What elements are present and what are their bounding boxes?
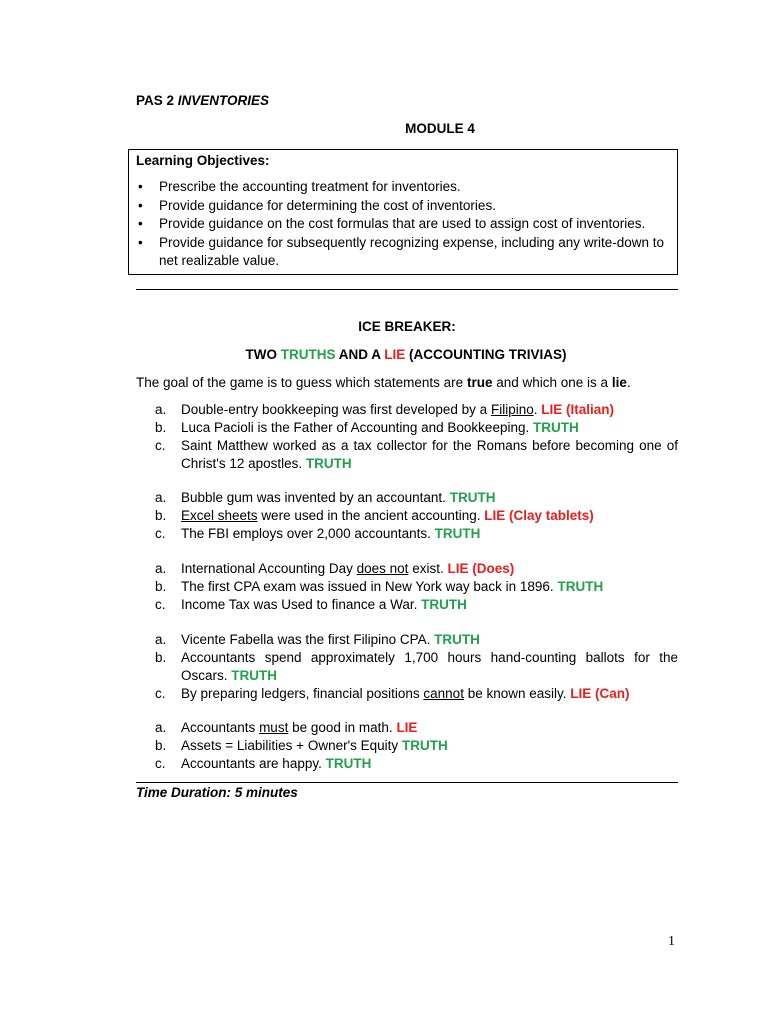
page-number: 1 (668, 934, 675, 949)
objective-item: • Provide guidance for determining the cost of inventories. (129, 197, 677, 216)
statement-item (155, 737, 678, 755)
statement-text: be good in math. (292, 720, 393, 735)
item-letter: a. (155, 402, 167, 417)
item-letter: a. (155, 561, 167, 576)
statement-text: The FBI employs over 2,000 accountants. (181, 526, 431, 541)
statement-text: Accountants (181, 720, 256, 735)
game-goal (136, 375, 631, 390)
statement-text: Vicente Fabella was the first Filipino CPA. (181, 632, 431, 647)
divider (136, 289, 678, 290)
item-letter: b. (155, 738, 167, 753)
objective-item: • Provide guidance for subsequently recognizing expense, including any write-down to net realizable value. (129, 234, 677, 271)
statement-underline: cannot (423, 686, 464, 701)
item-letter: c. (155, 438, 166, 453)
item-letter: b. (155, 508, 167, 523)
statement-text: be known easily. (467, 686, 567, 701)
item-letter: a. (155, 632, 167, 647)
trivia-group-2 (155, 489, 678, 543)
verdict-lie: LIE (Clay tablets) (484, 508, 594, 523)
objectives-list (129, 178, 677, 271)
statement-item (155, 578, 678, 596)
verdict-truth: TRUTH (325, 756, 372, 771)
item-letter: b. (155, 650, 167, 665)
statement-underline: does not (356, 561, 409, 576)
goal-text: . (626, 375, 631, 390)
verdict-truth: TRUTH (434, 632, 480, 647)
game-title-truths: TRUTHS (280, 347, 336, 362)
statement-item (155, 507, 678, 525)
divider (136, 782, 678, 783)
statement-text: International Accounting Day (181, 561, 353, 576)
verdict-truth: TRUTH (401, 738, 448, 753)
verdict-lie: LIE (Does) (447, 561, 515, 576)
time-duration: Time Duration: 5 minutes (136, 785, 298, 800)
statement-item (155, 437, 678, 473)
item-letter: a. (155, 720, 167, 735)
statement-text: By preparing ledgers, financial positions (181, 686, 420, 701)
statement-item (155, 685, 678, 703)
verdict-truth: TRUTH (231, 668, 278, 683)
game-title-rest: (ACCOUNTING TRIVIAS) (409, 347, 567, 362)
item-letter: b. (155, 579, 167, 594)
verdict-truth: TRUTH (449, 490, 496, 505)
statement-text: exist. (412, 561, 444, 576)
statement-item (155, 560, 678, 578)
verdict-truth: TRUTH (434, 526, 481, 541)
game-title-two: TWO (245, 347, 277, 362)
statement-text: Luca Pacioli is the Father of Accounting and Bookkeeping. (181, 420, 530, 435)
goal-lie: lie (611, 375, 627, 390)
statement-text: Saint Matthew worked as a tax collector for the Romans before becoming one of Christ's 12 apostles. (181, 438, 678, 471)
statement-item (155, 401, 678, 419)
goal-text: The goal of the game is to guess which statements are (136, 375, 464, 390)
item-letter: a. (155, 490, 167, 505)
goal-text: and which one is a (496, 375, 609, 390)
item-letter: c. (155, 526, 166, 541)
statement-text: Assets = Liabilities + Owner's Equity (181, 738, 399, 753)
statement-text: Accountants spend approximately 1,700 hours hand-counting ballots for the Oscars. (181, 650, 678, 683)
module-heading: MODULE 4 (405, 121, 475, 136)
game-title-and-a: AND A (338, 347, 381, 362)
statement-item (155, 525, 678, 543)
objective-item: • Prescribe the accounting treatment for inventories. (129, 178, 677, 197)
title-prefix: PAS 2 (136, 93, 175, 108)
statement-text: Income Tax was Used to finance a War. (181, 597, 418, 612)
statement-item (155, 596, 678, 614)
statement-text: . (533, 402, 538, 417)
learning-objectives-box (128, 149, 678, 275)
verdict-truth: TRUTH (421, 597, 467, 612)
statement-item (155, 649, 678, 685)
statement-item (155, 489, 678, 507)
trivia-group-3 (155, 560, 678, 614)
statement-item (155, 719, 678, 737)
statement-underline: must (259, 720, 289, 735)
objective-item: • Provide guidance on the cost formulas that are used to assign cost of inventories. (129, 215, 677, 234)
objectives-heading: Learning Objectives: (136, 153, 270, 168)
title-italic: INVENTORIES (177, 93, 270, 108)
statement-text: were used in the ancient accounting. (261, 508, 481, 523)
item-letter: c. (155, 756, 166, 771)
verdict-lie: LIE (Can) (570, 686, 630, 701)
document-title (136, 93, 269, 108)
game-title (0, 347, 768, 362)
statement-underline: Excel sheets (181, 508, 258, 523)
statement-underline: Filipino (490, 402, 534, 417)
verdict-lie: LIE (Italian) (541, 402, 615, 417)
trivia-group-1 (155, 401, 678, 473)
goal-true: true (466, 375, 493, 390)
statement-text: The first CPA exam was issued in New York way back in 1896. (181, 579, 554, 594)
statement-item (155, 755, 678, 773)
trivia-group-5 (155, 719, 678, 773)
verdict-truth: TRUTH (557, 579, 604, 594)
verdict-truth: TRUTH (305, 456, 352, 471)
statement-item (155, 419, 678, 437)
statement-item (155, 631, 678, 649)
statement-text: Double-entry bookkeeping was first developed by a (181, 402, 488, 417)
trivia-group-4 (155, 631, 678, 703)
item-letter: c. (155, 686, 166, 701)
verdict-lie: LIE (396, 720, 418, 735)
icebreaker-title: ICE BREAKER: (358, 319, 456, 334)
verdict-truth: TRUTH (533, 420, 579, 435)
item-letter: b. (155, 420, 167, 435)
statement-text: Accountants are happy. (181, 756, 322, 771)
game-title-lie: LIE (384, 347, 406, 362)
statement-text: Bubble gum was invented by an accountant. (181, 490, 446, 505)
item-letter: c. (155, 597, 166, 612)
